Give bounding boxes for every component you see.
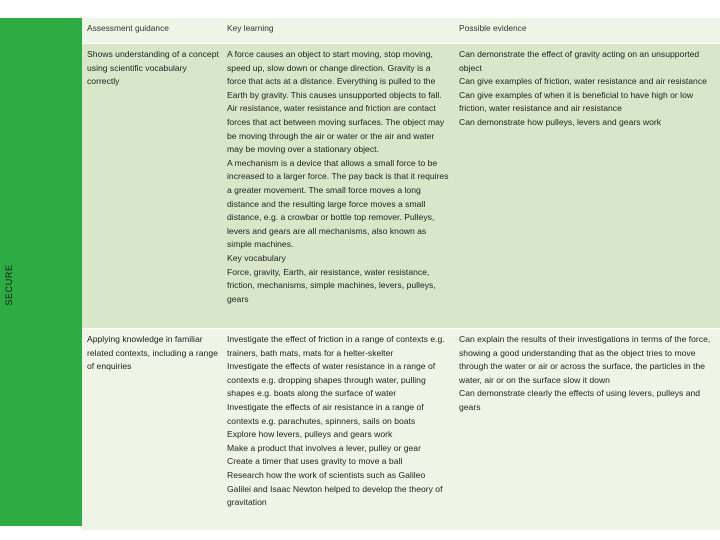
- cell-assessment: Shows understanding of a concept using scientific vocabulary correctly: [82, 44, 222, 329]
- key-learning-item: Investigate the effects of water resistance in a range of contexts e.g. dropping shapes through water, pulling shapes e.g. boats along the surface of water: [227, 361, 436, 399]
- key-vocabulary-list: Force, gravity, Earth, air resistance, water resistance, friction, mechanisms, simple machines, levers, pulleys, gears: [227, 266, 436, 304]
- evidence-item: Can explain the results of their investigations in terms of the force, showing a good understanding that as the object tries to move through the water or air or across the surface, the particles in the water, air or on the surface slow it down: [459, 334, 711, 385]
- cell-evidence: [454, 329, 720, 531]
- evidence-item: Can give examples of friction, water resistance and air resistance: [459, 76, 707, 87]
- key-learning-paragraph: Air resistance, water resistance and friction are contact forces that act between moving surfaces. The object may be moving through the air or water or the air and water may be moving over a stationary object.: [227, 103, 445, 155]
- key-learning-item: Make a product that involves a lever, pulley or gear: [227, 442, 421, 453]
- evidence-item: Can demonstrate the effect of gravity acting on an unsupported object: [459, 49, 700, 73]
- cell-key-learning: [222, 329, 454, 531]
- key-vocabulary-heading: Key vocabulary: [227, 252, 286, 263]
- cell-evidence: [454, 44, 720, 329]
- key-learning-item: Create a timer that uses gravity to move a ball: [227, 456, 403, 467]
- cell-assessment: Applying knowledge in familiar related contexts, including a range of enquiries: [82, 329, 222, 531]
- key-learning-item: Investigate the effects of air resistance in a range of contexts e.g. parachutes, spinners, sails on boats: [227, 401, 424, 426]
- table-row: [82, 44, 720, 329]
- evidence-item: Can demonstrate how pulleys, levers and gears work: [459, 116, 662, 127]
- evidence-item: Can give examples of when it is beneficial to have high or low friction, water resistance and air resistance: [459, 89, 694, 114]
- header-assessment-guidance: Assessment guidance: [82, 18, 222, 44]
- header-key-learning: Key learning: [222, 18, 454, 44]
- key-learning-item: Explore how levers, pulleys and gears work: [227, 429, 393, 440]
- side-label-text: SECURE: [4, 264, 14, 306]
- cell-key-learning: [222, 44, 454, 329]
- assessment-table: [82, 18, 720, 530]
- key-learning-item: Research how the work of scientists such as Galileo Galilei and Isaac Newton helped to develop the theory of gravitation: [227, 469, 443, 508]
- table-row: [82, 329, 720, 531]
- key-learning-paragraph: A mechanism is a device that allows a small force to be increased to a larger force. The pay back is that it requires a greater movement. The small force moves a long distance and the resulting large force moves a small distance, e.g. a crowbar or bottle top remover. Pulleys, levers and gears are all mechanisms, also known as simple machines.: [227, 157, 449, 250]
- header-row: [82, 18, 720, 44]
- header-possible-evidence: Possible evidence: [454, 18, 720, 44]
- key-learning-paragraph: A force causes an object to start moving, stop moving, speed up, slow down or change direction. Gravity is a force that acts at a distance. Everything is pulled to the Earth by gravity. This causes unsupported objects to fall.: [227, 49, 442, 100]
- evidence-item: Can demonstrate clearly the effects of using levers, pulleys and gears: [459, 388, 701, 412]
- key-learning-item: Investigate the effect of friction in a range of contexts e.g. trainers, bath mats, mats for a helter-skelter: [227, 334, 445, 358]
- side-band-header: [0, 18, 82, 44]
